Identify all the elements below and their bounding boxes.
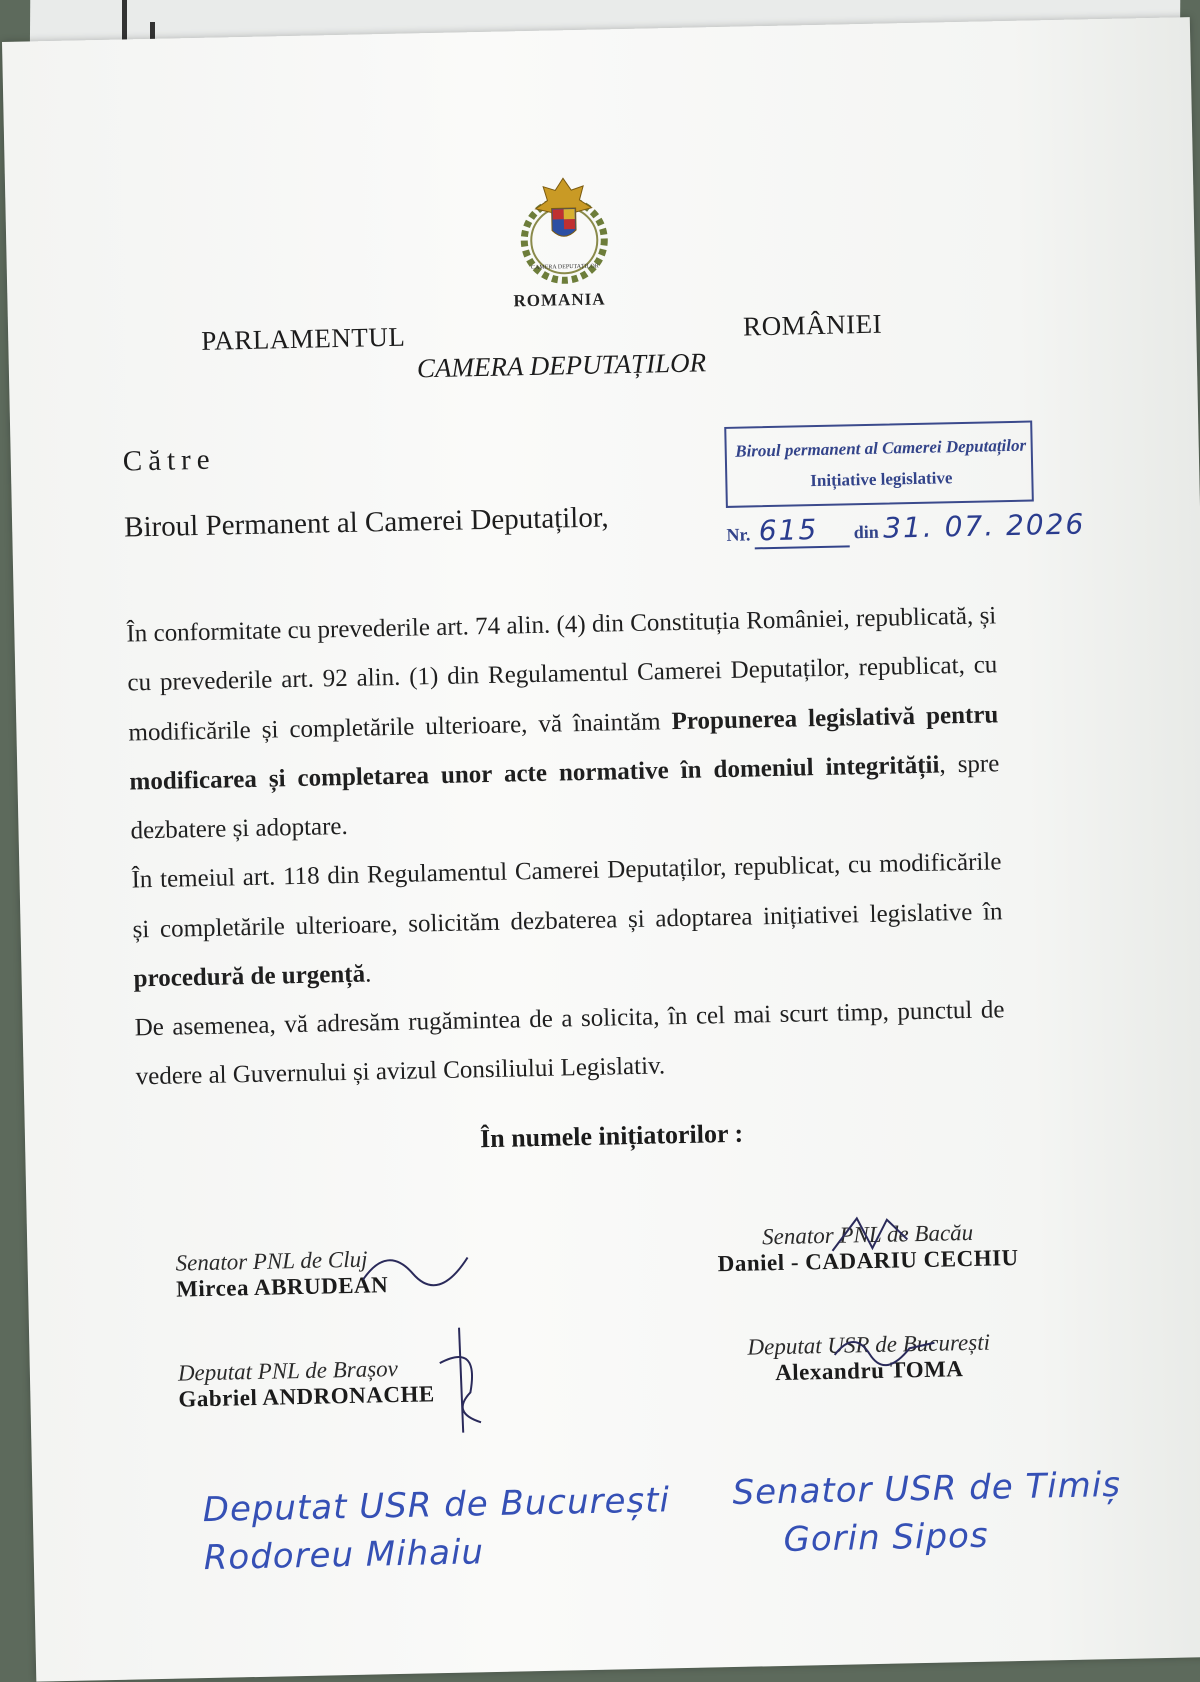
signature-scribble: [357, 1237, 478, 1299]
paragraph-1-bold: Propunerea legislativă pentru modificarea și completarea unor acte normative în domeniul integrității: [129, 700, 999, 796]
signature-scribble: [829, 1323, 940, 1375]
handwritten-signatory: [202, 1480, 671, 1578]
signatory-name: Daniel - CADARIU CECHIU: [717, 1244, 1019, 1277]
stamp-line-2: Inițiative legislative: [810, 467, 953, 490]
letter-body: [126, 591, 1006, 1102]
paragraph-1-text-a: În conformitate cu prevederile art. 74 alin. (4) din Constituția României, republicată, și cu prevederile art. 92 alin. (1) din Regulamentul Camerei Deputaților, republicat, cu modificările și completările ulterioare, vă înaintăm: [126, 602, 998, 746]
registration-line: [726, 507, 1086, 550]
institution-name: CAMERA DEPUTAȚILOR: [416, 347, 707, 384]
signatory-name: Alexandru TOMA: [774, 1356, 964, 1386]
emblem-caption: ROMANIA: [513, 289, 606, 311]
signature-scribble: [827, 1209, 918, 1261]
background-mark: [122, 0, 127, 45]
handwritten-signatory: [732, 1465, 1122, 1561]
stamp-line-1: Biroul permanent al Camerei Deputaților: [735, 435, 1027, 461]
handwritten-name: Gorin Sipos: [783, 1515, 989, 1560]
header-left: PARLAMENTUL: [200, 321, 406, 356]
coat-of-arms-icon: [513, 167, 615, 289]
addressee: Biroul Permanent al Camerei Deputaților,: [123, 501, 609, 544]
signatory-name: Gabriel ANDRONACHE: [178, 1381, 435, 1412]
handwritten-name: Rodoreu Mihaiu: [203, 1532, 485, 1579]
header-right: ROMÂNIEI: [742, 308, 883, 342]
handwritten-role: Deputat USR de București: [202, 1480, 671, 1531]
document-page: [2, 17, 1200, 1682]
signatory-role: Senator PNL de Cluj: [175, 1246, 368, 1276]
paragraph-2-text-a: În temeiul art. 118 din Regulamentul Camerei Deputaților, republicat, cu modificările și completările ulterioare, solicităm dezbaterea și adoptarea inițiativei legislative în: [131, 848, 1003, 943]
registration-date: 31. 07. 2026: [882, 507, 1086, 545]
signature-scribble: [419, 1322, 501, 1444]
signatory-block: [178, 1355, 435, 1412]
nr-label: Nr.: [726, 524, 751, 545]
paragraph-2-bold: procedură de urgență: [133, 960, 366, 993]
paragraph-1-text-b: , spre dezbatere și adoptare.: [130, 750, 1000, 845]
handwritten-role: Senator USR de Timiș: [732, 1464, 1122, 1514]
closing-line: În numele inițiatorilor :: [479, 1118, 744, 1154]
paragraph-2-text-b: .: [364, 960, 372, 988]
signatory-name: Mircea ABRUDEAN: [175, 1272, 389, 1302]
registration-stamp: [724, 421, 1034, 509]
emblem: [513, 167, 615, 289]
signatory-role: Senator PNL de Bacău: [761, 1219, 974, 1250]
salutation: Către: [122, 443, 216, 478]
registration-number: 615: [758, 513, 819, 548]
paragraph-2: [131, 838, 1004, 1004]
date-label: din: [853, 521, 879, 543]
signatory-role: Deputat PNL de Brașov: [177, 1356, 399, 1386]
paragraph-1: [126, 591, 1001, 855]
emblem-ring-text: CAMERA DEPUTAȚILOR: [530, 263, 599, 271]
signatory-role: Deputat USR de București: [747, 1329, 991, 1360]
paragraph-3: De asemenea, vă adresăm rugămintea de a solicita, în cel mai scurt timp, punctul de vedere al Guvernului și avizul Consiliului Legislativ.: [134, 996, 1005, 1091]
